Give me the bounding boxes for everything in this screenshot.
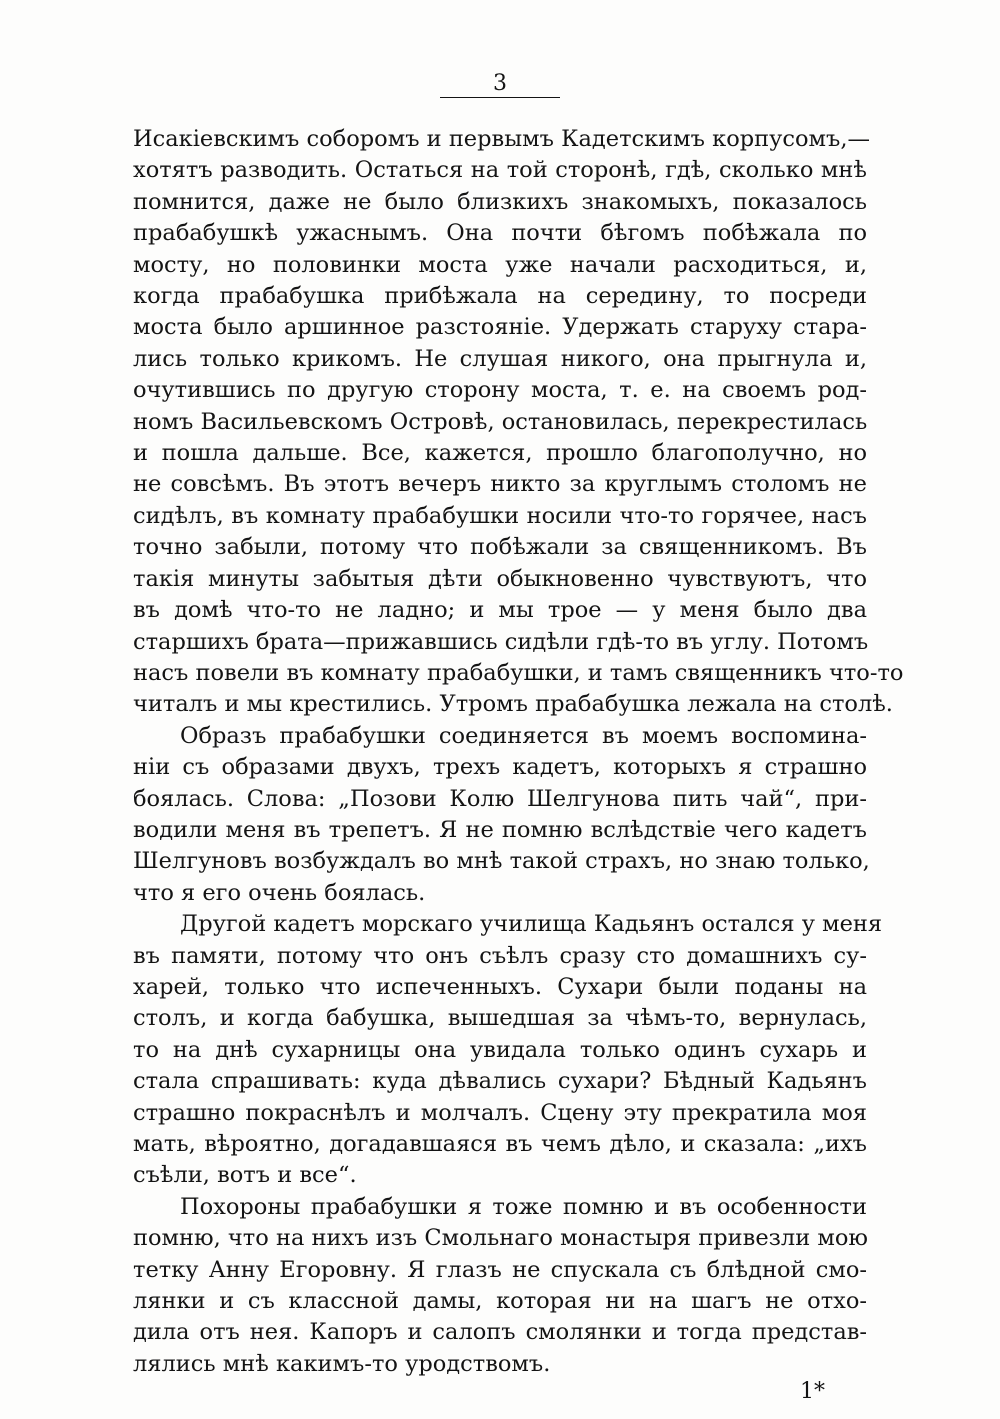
text-line: Исакіевскимъ соборомъ и первымъ Кадетскимъ корпусомъ,— [133,126,871,152]
text-line: столъ, и когда бабушка, вышедшая за чѣмъ-то, вернулась, [133,1005,867,1032]
text-line: очутившись по другую сторону моста, т. е. на своемъ род- [133,377,867,404]
text-line: помню, что на нихъ изъ Смольнаго монастыря привезли мою [133,1225,868,1252]
text-line: моста было аршинное разстояніе. Удержать старуху стара- [133,314,867,341]
text-line: съѣли, вотъ и все“. [133,1162,357,1189]
text-line: Шелгуновъ возбуждалъ во мнѣ такой страхъ, но знаю только, [133,848,870,875]
text-line: тетку Анну Егоровну. Я глазъ не спускала съ блѣдной смо- [133,1256,867,1283]
text-line: Образъ прабабушки соединяется въ моемъ воспомина- [180,722,867,749]
text-line: ніи съ образами двухъ, трехъ кадетъ, которыхъ я страшно [133,754,867,781]
body-text [133,124,904,1380]
text-line: хотятъ разводить. Остаться на той сторонѣ, гдѣ, сколько мнѣ [133,157,867,184]
text-line: лялись мнѣ какимъ-то уродствомъ. [133,1350,551,1377]
text-line: такія минуты забытыя дѣти обыкновенно чувствуютъ, что [133,565,867,592]
text-line: не совсѣмъ. Въ этотъ вечеръ никто за круглымъ столомъ не [133,471,867,498]
page-header [440,72,560,98]
text-line: номъ Васильевскомъ Островѣ, остановилась, перекрестилась [133,408,868,435]
paragraph-4 [133,1192,867,1380]
paragraph-1 [133,124,904,721]
text-line: боялась. Слова: „Позови Колю Шелгунова пить чай“, при- [133,785,867,812]
paragraph-3 [133,909,883,1192]
text-line: въ памяти, потому что онъ съѣлъ сразу сто домашнихъ су- [133,942,867,969]
text-line: читалъ и мы крестились. Утромъ прабабушка лежала на столѣ. [133,691,893,718]
text-line: точно забыли, потому что побѣжали за священникомъ. Въ [133,534,867,561]
signature-mark: 1* [800,1379,825,1404]
text-line: старшихъ брата—прижавшись сидѣли гдѣ-то въ углу. Потомъ [133,628,869,655]
text-line: дила отъ нея. Капоръ и салопъ смолянки и тогда представ- [133,1319,867,1346]
text-line: харей, только что испеченныхъ. Сухари были поданы на [133,973,867,1000]
text-line: лись только крикомъ. Не слушая никого, она прыгнула и, [133,345,867,372]
text-line: насъ повели въ комнату прабабушки, и тамъ священникъ что-то [133,659,904,686]
header-rule [440,97,560,98]
text-line: Похороны прабабушки я тоже помню и въ особенности [180,1193,867,1220]
text-line: въ домѣ что-то не ладно; и мы трое — у меня было два [133,597,867,624]
text-line: что я его очень боялась. [133,879,426,906]
paragraph-2 [133,721,870,909]
text-line: помнится, даже не было близкихъ знакомыхъ, показалось [133,188,867,215]
text-line: прабабушкѣ ужаснымъ. Она почти бѣгомъ побѣжала по [133,220,867,247]
text-line: когда прабабушка прибѣжала на середину, то посреди [133,283,867,310]
text-line: то на днѣ сухарницы она увидала только одинъ сухарь и [133,1036,867,1063]
text-line: водили меня въ трепетъ. Я не помню вслѣдствіе чего кадетъ [133,816,867,843]
text-line: мосту, но половинки моста уже начали расходиться, и, [133,251,867,278]
text-line: мать, вѣроятно, догадавшаяся въ чемъ дѣло, и сказала: „ихъ [133,1131,867,1157]
text-line: лянки и съ классной дамы, которая ни на шагъ не отхо- [133,1288,867,1315]
text-line: Другой кадетъ морскаго училища Кадьянъ остался у меня [180,911,883,938]
text-line: стала спрашивать: куда дѣвались сухари? Бѣдный Кадьянъ [133,1068,867,1095]
text-line: сидѣлъ, въ комнату прабабушки носили что-то горячее, насъ [133,502,867,529]
page-number: 3 [493,71,507,96]
text-line: страшно покраснѣлъ и молчалъ. Сцену эту прекратила моя [133,1099,867,1126]
text-line: и пошла дальше. Все, кажется, прошло благополучно, но [133,440,867,467]
